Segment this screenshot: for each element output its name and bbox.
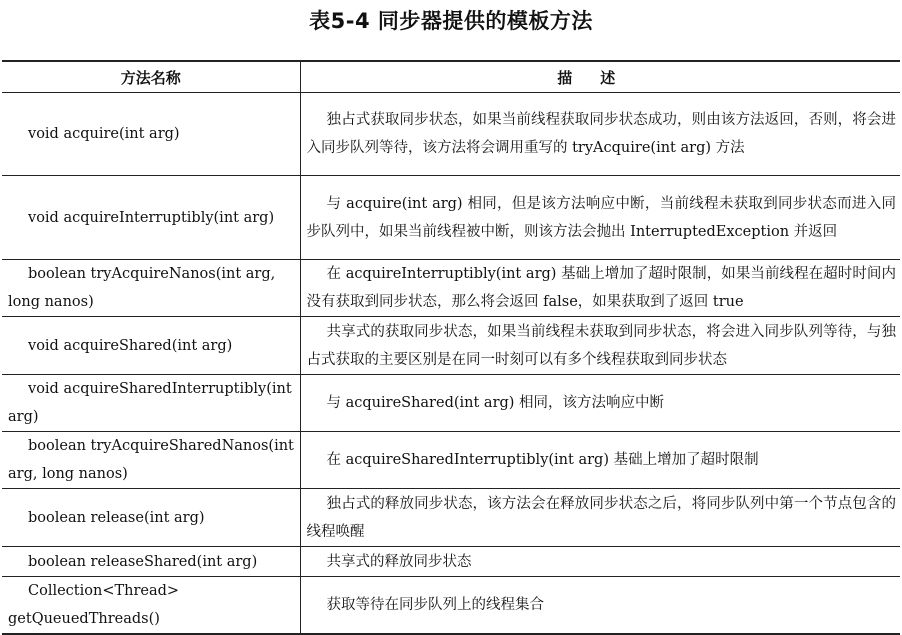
method-description-cell: 共享式的获取同步状态，如果当前线程未获取到同步状态，将会进入同步队列等待，与独占式获取的主要区别是在同一时刻可以有多个线程获取到同步状态 [300,317,900,375]
table-header-row [2,61,900,93]
method-description-cell: 独占式的释放同步状态，该方法会在释放同步状态之后，将同步队列中第一个节点包含的线程唤醒 [300,489,900,547]
table-row [2,176,900,260]
table-row [2,432,900,489]
method-description-cell: 与 acquire(int arg) 相同，但是该方法响应中断，当前线程未获取到同步状态而进入同步队列中，如果当前线程被中断，则该方法会抛出 InterruptedException 并返回 [300,176,900,260]
method-description-cell: 共享式的释放同步状态 [300,547,900,577]
method-name-cell: boolean tryAcquireSharedNanos(int arg, long nanos) [2,432,300,489]
table-caption: 表5-4 同步器提供的模板方法 [309,9,593,33]
header-description: 描述 [300,61,900,93]
table-row [2,547,900,577]
method-description-cell: 与 acquireShared(int arg) 相同，该方法响应中断 [300,375,900,432]
method-description-cell: 在 acquireSharedInterruptibly(int arg) 基础上增加了超时限制 [300,432,900,489]
method-name-cell: void acquireShared(int arg) [2,317,300,375]
method-name-cell: boolean release(int arg) [2,489,300,547]
method-name-cell: boolean releaseShared(int arg) [2,547,300,577]
method-description-cell: 获取等待在同步队列上的线程集合 [300,577,900,635]
method-name-cell: Collection<Thread> getQueuedThreads() [2,577,300,635]
method-description-cell: 在 acquireInterruptibly(int arg) 基础上增加了超时限制，如果当前线程在超时时间内没有获取到同步状态，那么将会返回 false，如果获取到了返回 true [300,260,900,317]
table-row [2,489,900,547]
method-name-cell: void acquireInterruptibly(int arg) [2,176,300,260]
method-name-cell: void acquireSharedInterruptibly(int arg) [2,375,300,432]
method-name-cell: void acquire(int arg) [2,93,300,176]
header-method-name: 方法名称 [2,61,300,93]
table-row [2,577,900,635]
table-row [2,317,900,375]
table-row [2,93,900,176]
method-description-cell: 独占式获取同步状态，如果当前线程获取同步状态成功，则由该方法返回，否则，将会进入同步队列等待，该方法将会调用重写的 tryAcquire(int arg) 方法 [300,93,900,176]
table-row [2,375,900,432]
template-methods-table [2,60,900,635]
table-row [2,260,900,317]
method-name-cell: boolean tryAcquireNanos(int arg, long nanos) [2,260,300,317]
